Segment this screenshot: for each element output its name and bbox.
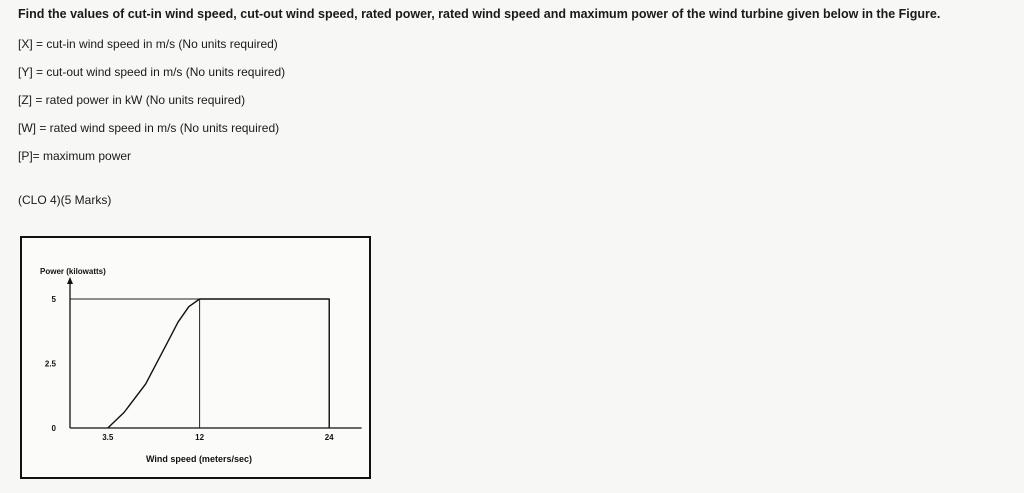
power-curve-figure — [20, 236, 371, 479]
y-axis-arrow — [67, 277, 73, 284]
item-p: [P]= maximum power — [18, 149, 132, 163]
item-w: [W] = rated wind speed in m/s (No units required) — [18, 121, 280, 135]
marks-note: (CLO 4)(5 Marks) — [18, 193, 112, 207]
x-tick-label: 12 — [195, 433, 205, 442]
y-tick-label: 0 — [51, 424, 56, 433]
item-y: [Y] = cut-out wind speed in m/s (No units required) — [18, 65, 286, 79]
x-tick-label: 24 — [324, 433, 334, 442]
item-z: [Z] = rated power in kW (No units required) — [18, 93, 246, 107]
y-tick-label: 2.5 — [44, 359, 56, 369]
x-axis-label: Wind speed (meters/sec) — [146, 454, 252, 464]
y-axis-label: Power (kilowatts) — [40, 267, 106, 276]
y-tick-label: 5 — [51, 295, 56, 304]
x-tick-label: 3.5 — [102, 433, 114, 442]
power-curve-line — [108, 299, 329, 428]
question-heading: Find the values of cut-in wind speed, cut-out wind speed, rated power, rated wind speed and maximum power of the wind turbine given below in the Figure. — [18, 7, 941, 21]
item-x: [X] = cut-in wind speed in m/s (No units required) — [18, 37, 278, 51]
power-curve-chart — [22, 238, 373, 481]
